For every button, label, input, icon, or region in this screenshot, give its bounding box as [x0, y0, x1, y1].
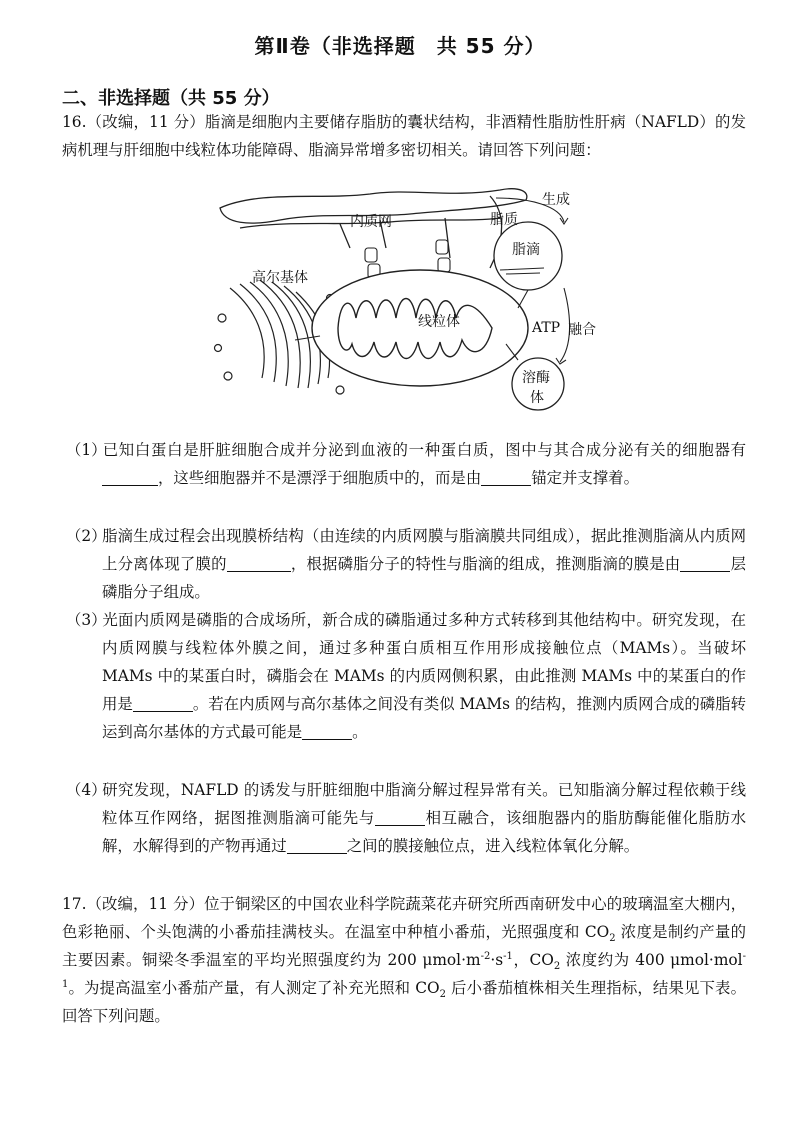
superscript: -1	[503, 950, 513, 962]
question-text: ·s	[490, 951, 504, 969]
question-text: 之间的膜接触位点，进入线粒体氧化分解。	[346, 837, 640, 855]
section-heading: 二、非选择题（共 55 分）	[62, 88, 280, 109]
cell-organelle-diagram	[200, 178, 620, 438]
question-text: 后小番茄植株相关生理指标，结果见下表。回答下列问题。	[62, 979, 746, 1025]
label-mitochondrion: 线粒体	[418, 314, 460, 330]
label-fusion: 融合	[568, 322, 596, 338]
label-golgi: 高尔基体	[252, 270, 308, 286]
label-lysosome-line2: 体	[530, 390, 544, 406]
part-number: （2）	[66, 527, 107, 545]
question-text: 浓度约为 400 μmol·mol	[560, 951, 743, 969]
page-title: 第Ⅱ卷（非选择题 共 55 分）	[254, 34, 546, 58]
question-text: 。为提高温室小番茄产量，有人测定了补充光照和 CO	[68, 979, 440, 997]
label-generate: 生成	[542, 192, 570, 208]
answer-blank[interactable]	[680, 553, 730, 572]
label-atp: ATP	[532, 320, 561, 336]
question-text: ，根据磷脂分子的特性与脂滴的组成，推测脂滴的膜是由	[290, 555, 681, 573]
question-text: ，这些细胞器并不是漂浮于细胞质中的，而是由	[158, 469, 482, 487]
question-16-stem: 16.（改编，11 分）脂滴是细胞内主要储存脂肪的囊状结构，非酒精性脂肪性肝病（NAFLD）的发病机理与肝细胞中线粒体功能障碍、脂滴异常增多密切相关。请回答下列问题：	[62, 113, 746, 159]
answer-blank[interactable]	[102, 467, 158, 486]
answer-blank[interactable]	[227, 553, 291, 572]
question-text: 浓度是制约产量的主要因素。铜梁冬季温室的平均光照强度约为 200 μmol·m	[62, 923, 746, 969]
label-lysosome-line1: 溶酶	[522, 370, 550, 386]
question-16-part-2	[66, 522, 746, 606]
question-text: 锚定并支撑着。	[531, 469, 639, 487]
question-text: 研究发现，NAFLD 的诱发与肝脏细胞中脂滴分解过程异常有关。已知脂滴分解过程依赖于线粒体互作网络，据图推测脂滴可能先与	[102, 781, 746, 827]
label-endoplasmic-reticulum: 内质网	[350, 214, 392, 230]
question-text: 层磷脂分子组成。	[102, 555, 746, 601]
question-16-part-3	[66, 606, 746, 746]
label-lipid: 脂质	[490, 212, 518, 228]
superscript: -1	[62, 950, 746, 990]
question-text: 相互融合，该细胞器内的脂肪酶能催化脂肪水解，水解得到的产物再通过	[102, 809, 746, 855]
part-number: （1）	[66, 441, 107, 459]
question-16-part-1	[66, 436, 746, 492]
answer-blank[interactable]	[481, 467, 531, 486]
label-lipid-droplet: 脂滴	[512, 242, 540, 258]
part-number: （3）	[66, 611, 107, 629]
subscript: 2	[439, 989, 446, 1001]
answer-blank[interactable]	[133, 693, 193, 712]
part-number: （4）	[66, 781, 107, 799]
answer-blank[interactable]	[375, 807, 425, 826]
question-text: 17.（改编，11 分）位于铜梁区的中国农业科学院蔬菜花卉研究所西南研发中心的玻璃温室大棚内，色彩艳丽、个头饱满的小番茄挂满枝头。在温室中种植小番茄，光照强度和 CO	[62, 895, 746, 941]
answer-blank[interactable]	[302, 721, 352, 740]
question-text: 。	[352, 723, 368, 741]
question-text: 脂滴生成过程会出现膜桥结构（由连续的内质网膜与脂滴膜共同组成），据此推测脂滴从内质网上分离体现了膜的	[102, 527, 746, 573]
superscript: -2	[480, 950, 491, 962]
question-text: 。若在内质网与高尔基体之间没有类似 MAMs 的结构，推测内质网合成的磷脂转运到高尔基体的方式最可能是	[102, 695, 746, 741]
question-text: ，CO	[512, 951, 554, 969]
subscript: 2	[553, 961, 561, 973]
question-17-stem	[62, 890, 746, 1030]
question-text: 光面内质网是磷脂的合成场所，新合成的磷脂通过多种方式转移到其他结构中。研究发现，在内质网膜与线粒体外膜之间，通过多种蛋白质相互作用形成接触位点（MAMs）。当破坏 MAMs 中的某蛋白时，磷脂会在 MAMs 的内质网侧积累，由此推测 MAMs 中的某蛋白的作用是	[102, 611, 746, 713]
answer-blank[interactable]	[287, 835, 347, 854]
subscript: 2	[609, 933, 616, 945]
question-text: 已知白蛋白是肝脏细胞合成并分泌到血液的一种蛋白质，图中与其合成分泌有关的细胞器有	[102, 441, 746, 459]
question-16-part-4	[66, 776, 746, 860]
